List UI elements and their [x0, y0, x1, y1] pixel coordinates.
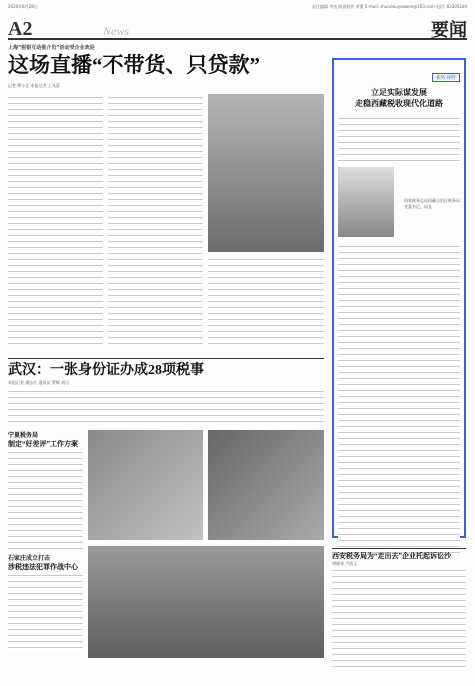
side1-kicker: 宁夏税务局	[8, 433, 39, 439]
issue-date: 2020年8月28日	[8, 4, 38, 9]
opinion-lead	[338, 115, 460, 163]
main-byline: 记者 缪小艺 本报记者 王凤蒙	[8, 83, 60, 88]
side2-body	[8, 572, 83, 652]
column-name: 要闻	[431, 20, 467, 40]
wuhan-photo-3	[88, 546, 324, 658]
wuhan-photo-1	[88, 430, 203, 540]
xian-byline: 胡晓琴 卢凯玉	[332, 561, 358, 566]
opinion-box	[332, 58, 466, 538]
side2-kicker: 石家庄成立打击	[8, 556, 51, 562]
wuhan-article	[8, 358, 324, 658]
main-kicker: 上海“税银互动推介员”活动受企业欢迎	[8, 45, 95, 51]
opinion-tag: 税收视野	[432, 73, 460, 82]
opinion-title-2: 走稳西藏税收现代化道路	[355, 99, 443, 108]
section-english: News	[103, 24, 130, 38]
masthead-info	[8, 4, 467, 12]
side1-title: 制定“好差评”工作方案	[8, 440, 78, 448]
wuhan-photo-2	[208, 430, 324, 540]
side-column	[8, 430, 83, 658]
section-number: A2	[8, 18, 33, 40]
main-article	[8, 44, 324, 349]
main-body-col2	[108, 94, 203, 344]
opinion-title-1: 立足实际谋发展	[371, 88, 427, 97]
main-body-col1	[8, 94, 103, 344]
wuhan-body	[8, 388, 324, 424]
editor-info: 责任编辑 李伍 版面制作 黄蕾 E-mail: shuixiwuyaowen@163.com 电话: 83305104	[311, 4, 467, 9]
main-body-col3	[208, 256, 324, 344]
xian-article	[332, 548, 466, 678]
wuhan-byline: 本报记者 潘沁红 通讯员 罗辉 胡可	[8, 380, 70, 385]
side2-title: 涉税违法犯罪作战中心	[8, 563, 78, 571]
side1-body	[8, 449, 83, 549]
author-caption: 国家税务总局西藏自治区税务局党委书记、局长	[404, 198, 460, 209]
main-photo	[208, 94, 324, 252]
author-portrait	[338, 167, 394, 237]
wuhan-title: 武汉：一张身份证办成28项税事	[8, 358, 324, 380]
xian-body	[332, 567, 466, 667]
xian-title: 西安税务局为“走出去”企业托起诉讼沙	[332, 548, 466, 561]
opinion-body	[338, 243, 460, 553]
section-header	[8, 12, 467, 40]
main-title: 这场直播“不带货、只贷款”	[8, 53, 260, 77]
